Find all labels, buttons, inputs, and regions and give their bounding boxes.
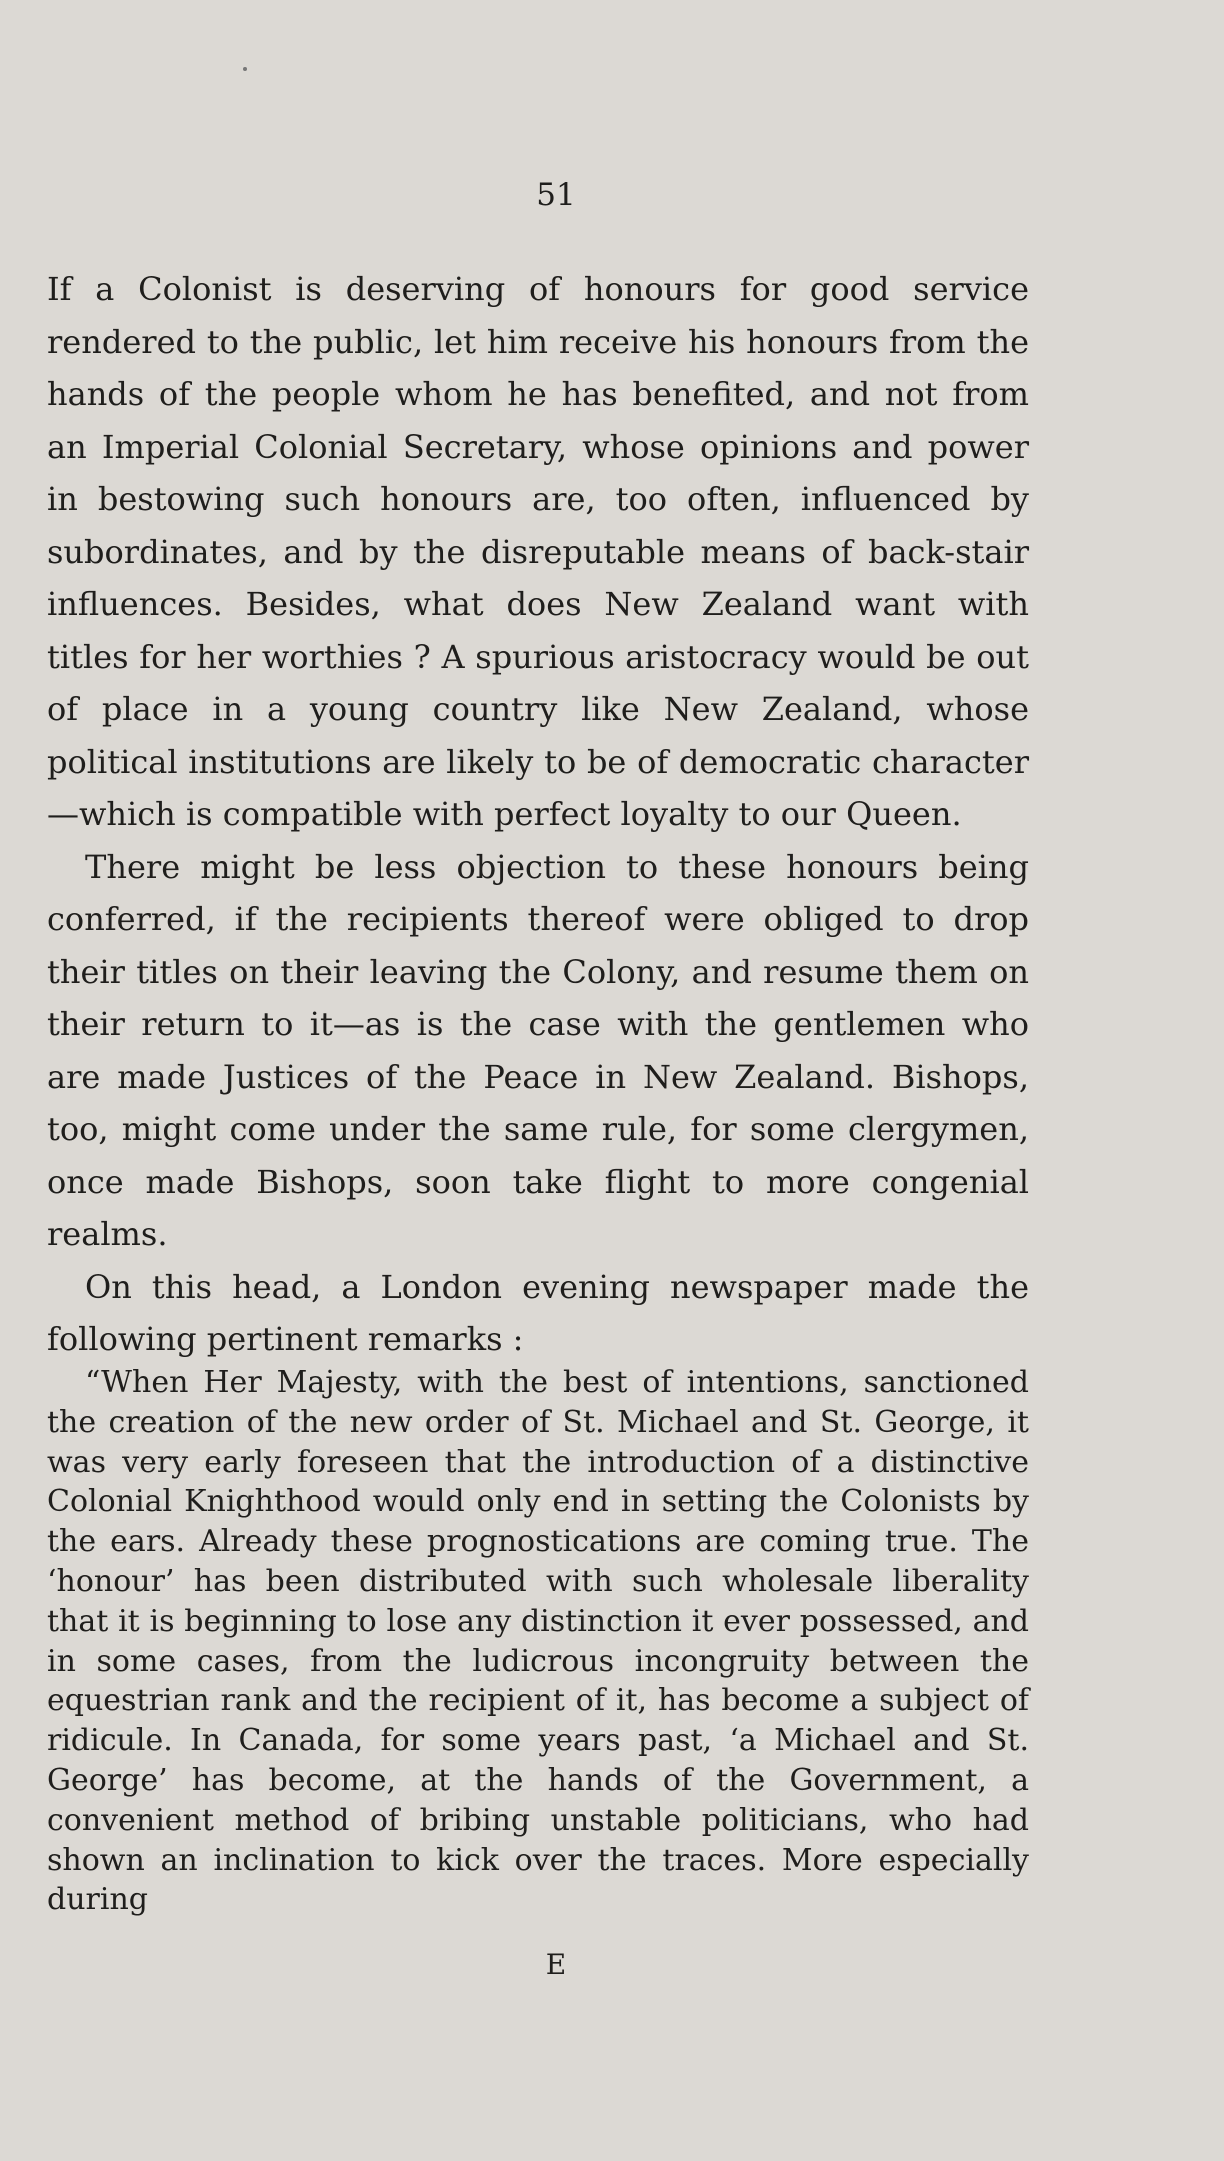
paragraph-1: If a Colonist is deserving of honours for good service rendered to the public, let him receive his honours from the hands of the people whom he has benefited, and not from an Imperial Colonial Secretary, whose opinions and power in bestowing such honours are, too often, influenced by subordinates, and by the disreputable means of back-stair influences. Besides, what does New Zealand want with titles for her worthies ? A spurious aristocracy would be out of place in a young country like New Zealand, whose political institutions are likely to be of democratic character—which is compatible with perfect loyalty to our Queen. (47, 270, 1029, 833)
paragraph-3: On this head, a London evening newspaper made the following pertinent remarks : (47, 1267, 1029, 1358)
newspaper-quote (47, 1363, 1029, 1920)
scan-speck (243, 67, 247, 71)
quote-text: “When Her Majesty, with the best of intentions, sanctioned the creation of the new order of St. Michael and St. George, it was very early foreseen that the introduction of a distinctive Colonial Knighthood would only end in setting the Colonists by the ears. Already these prognostications are coming true. The ‘honour’ has been distributed with such wholesale liberality that it is beginning to lose any distinction it ever possessed, and in some cases, from the ludicrous incongruity between the equestrian rank and the recipient of it, has become a subject of ridicule. In Canada, for some years past, ‘a Michael and St. George’ has become, at the hands of the Government, a convenient method of bribing unstable politicians, who had shown an inclination to kick over the traces. More especially during (47, 1365, 1029, 1918)
body-text (47, 263, 1029, 1366)
page-number: 51 (536, 177, 576, 213)
paragraph-2: There might be less objection to these honours being conferred, if the recipients thereof were obliged to drop their titles on their leaving the Colony, and resume them on their return to it—as is the case with the gentlemen who are made Justices of the Peace in New Zealand. Bishops, too, might come under the same rule, for some clergymen, once made Bishops, soon take flight to more congenial realms. (47, 847, 1029, 1253)
signature-mark: E (545, 1948, 567, 1981)
